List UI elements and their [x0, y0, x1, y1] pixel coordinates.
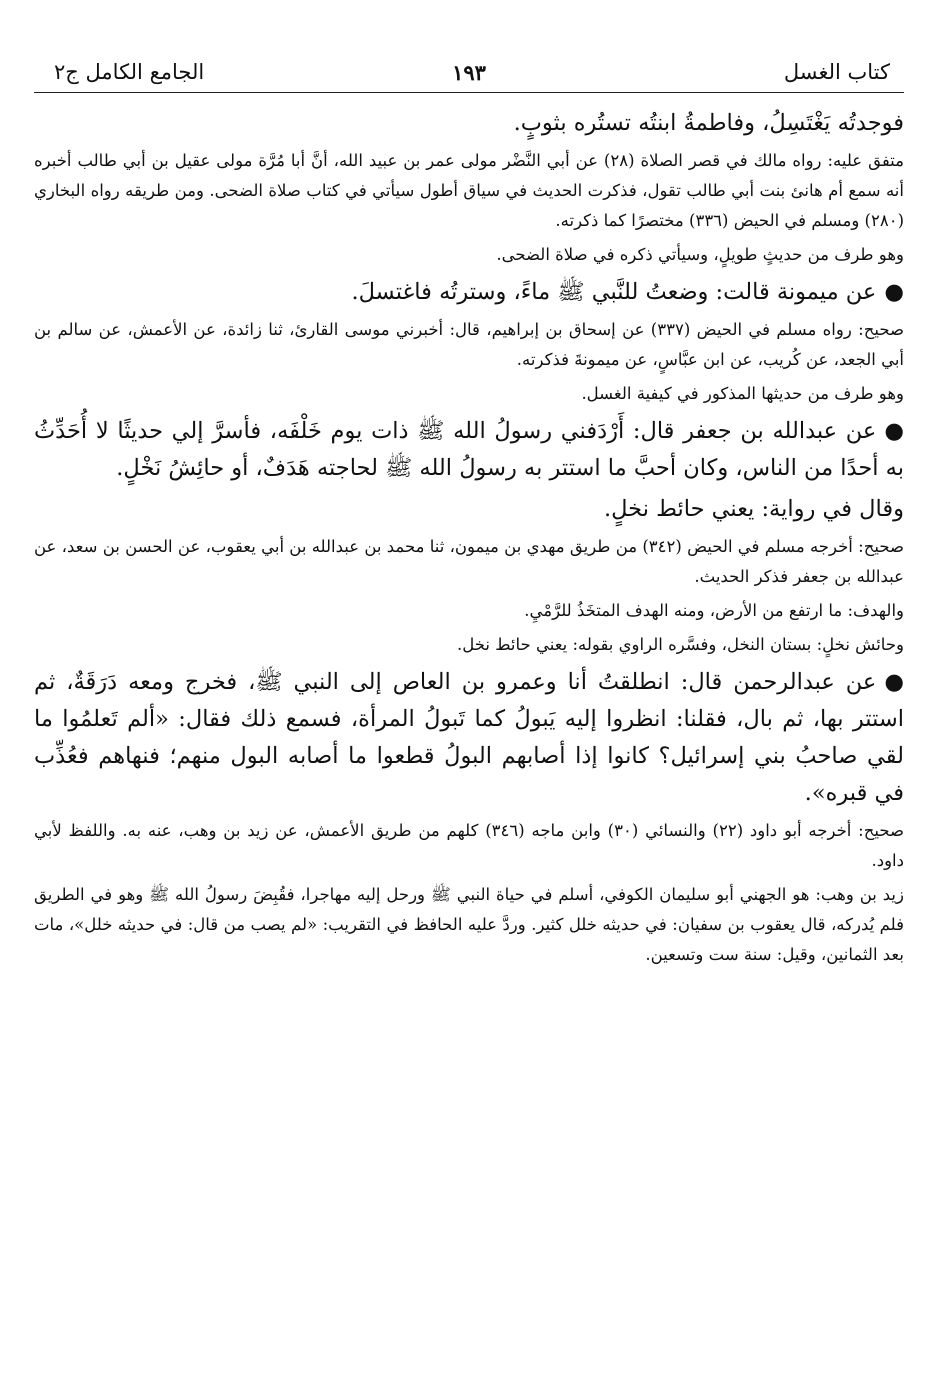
- bullet-icon: ●: [884, 279, 904, 305]
- hadith-text: [34, 274, 904, 311]
- commentary-text: [34, 379, 904, 409]
- commentary-text: [34, 532, 904, 592]
- paragraph-text: فوجدتُه يَغْتَسِلُ، وفاطمةُ ابنتُه تستُره بثوبٍ.: [513, 110, 904, 136]
- paragraph-text: متفق عليه: رواه مالك في قصر الصلاة (٢٨) عن أبي النَّضْر مولى عمر بن عبيد الله، أنَّ أبا مُرَّة مولى عقيل بن أبي طالب أخبره أنه سمع أم هانئ بنت أبي طالب تقول، فذكرت الحديث في سياق أطول سيأتي في كتاب صلاة الضحى. ومن طريقه رواه البخاري (٢٨٠) ومسلم في الحيض (٣٣٦) مختصرًا كما ذكرته.: [34, 151, 904, 230]
- paragraph-text: وهو طرف من حديثها المذكور في كيفية الغسل.: [581, 384, 904, 403]
- paragraph-text: وقال في رواية: يعني حائط نخلٍ.: [603, 496, 904, 522]
- hadith-text: [34, 413, 904, 487]
- bullet-icon: ●: [884, 669, 904, 695]
- page-number: ١٩٣: [452, 60, 486, 85]
- hadith-text: [34, 664, 904, 812]
- paragraph-text: زيد بن وهب: هو الجهني أبو سليمان الكوفي، أسلم في حياة النبي ﷺ ورحل إليه مهاجرا، فقُبِضَ رسولُ الله ﷺ وهو في الطريق فلم يُدركه، قال يعقوب بن سفيان: في حديثه خلل كثير. وردَّ عليه الحافظ في التقريب: «لم يصب من قال: في حديثه خلل»، مات بعد الثمانين، وقيل: سنة ست وتسعين.: [34, 885, 904, 964]
- chapter-title: كتاب الغسل: [783, 60, 890, 84]
- commentary-text: [34, 880, 904, 970]
- book-title: الجامع الكامل ج٢: [54, 60, 205, 84]
- commentary-text: [34, 240, 904, 270]
- bullet-icon: ●: [884, 418, 904, 444]
- paragraph-text: عن عبدالله بن جعفر قال: أَرْدَفني رسولُ الله ﷺ ذات يوم خَلْفَه، فأسرَّ إلي حديثًا لا أُحَدِّثُ به أحدًا من الناس، وكان أحبَّ ما استتر به رسولُ الله ﷺ لحاجته هَدَفٌ، أو حائِشُ نَخْلٍ.: [34, 418, 904, 481]
- paragraph-text: وهو طرف من حديثٍ طويلٍ، وسيأتي ذكره في صلاة الضحى.: [496, 245, 904, 264]
- commentary-text: [34, 315, 904, 375]
- commentary-text: [34, 816, 904, 876]
- paragraph-text: صحيح: أخرجه مسلم في الحيض (٣٤٢) من طريق مهدي بن ميمون، ثنا محمد بن عبدالله بن أبي يعقوب، عن الحسن بن سعد، عن عبدالله بن جعفر فذكر الحديث.: [34, 537, 904, 586]
- paragraph-text: صحيح: أخرجه أبو داود (٢٢) والنسائي (٣٠) وابن ماجه (٣٤٦) كلهم من طريق الأعمش، عن زيد بن وهب، عنه به. واللفظ لأبي داود.: [34, 821, 905, 870]
- hadith-text: [34, 105, 904, 142]
- paragraph-text: وحائش نخلٍ: بستان النخل، وفسَّره الراوي بقوله: يعني حائط نخل.: [457, 635, 904, 654]
- commentary-text: [34, 146, 904, 236]
- commentary-text: [34, 630, 904, 660]
- page-body: [34, 105, 904, 970]
- paragraph-text: عن ميمونة قالت: وضعتُ للنَّبي ﷺ ماءً، وسترتُه فاغتسلَ.: [351, 279, 877, 305]
- hadith-text: [34, 491, 904, 528]
- page-header: [34, 52, 904, 93]
- paragraph-text: صحيح: رواه مسلم في الحيض (٣٣٧) عن إسحاق بن إبراهيم، قال: أخبرني موسى القارئ، ثنا زائدة، عن الأعمش، عن سالم بن أبي الجعد، عن كُريب، عن ابن عبَّاسٍ، عن ميمونةَ فذكرته.: [34, 320, 904, 369]
- commentary-text: [34, 596, 904, 626]
- paragraph-text: والهدف: ما ارتفع من الأرض، ومنه الهدف المتخَذُ للرَّمْيِ.: [524, 601, 904, 620]
- paragraph-text: عن عبدالرحمن قال: انطلقتُ أنا وعمرو بن العاص إلى النبي ﷺ، فخرج ومعه دَرَقَةٌ، ثم استتر بها، ثم بال، فقلنا: انظروا إليه يَبولُ كما تَبولُ المرأة، فسمع ذلك فقال: «ألم تَعلمُوا ما لقي صاحبُ بني إسرائيل؟ كانوا إذا أصابهم البولُ قطعوا ما أصابه البول منهم؛ فنهاهم فعُذِّب في قبره».: [34, 669, 904, 806]
